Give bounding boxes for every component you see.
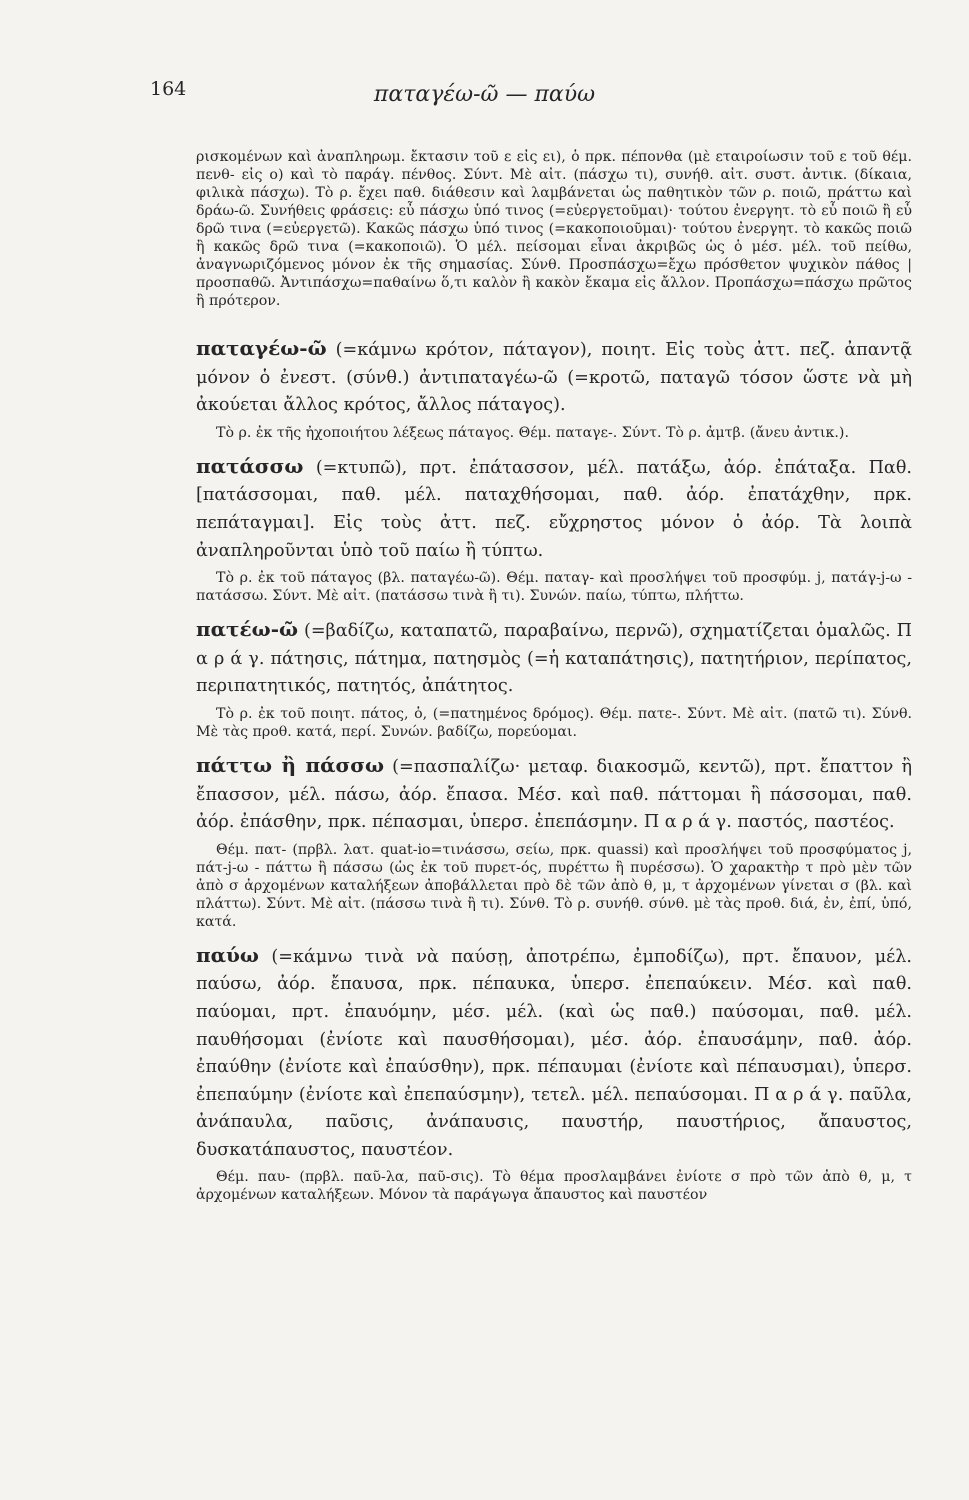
entry-headword: πάττω ἢ πάσσω xyxy=(196,752,385,777)
dictionary-entry xyxy=(196,752,912,931)
page-body xyxy=(196,148,912,1204)
entry-definition-text: (=κάμνω κρότον, πάταγον), ποιητ. Εἰς τοὺς ἀττ. πεζ. ἀπαντᾷ μόνον ὁ ἐνεστ. (σύνθ.) ἀντιπαταγέω-ῶ (=κροτῶ, παταγῶ τόσον ὥστε νὰ μὴ ἀκούεται ἄλλος κρότος, ἄλλος πάταγος). xyxy=(196,340,912,416)
continuation-paragraph: ρισκομένων καὶ ἀναπληρωμ. ἔκτασιν τοῦ ε εἰς ει), ὁ πρκ. πέπονθα (μὲ εταιροίωσιν τοῦ ε τοῦ θέμ. πενθ- εἰς ο) καὶ τὸ παράγ. πένθος. Σύντ. Μὲ αἰτ. (πάσχω τι), συνήθ. αἰτ. συστ. ἀντικ. (δίκαια, φιλικὰ πάσχω). Τὸ ρ. ἔχει παθ. διάθεσιν καὶ λαμβάνεται ὡς παθητικὸν τῶν ρ. ποιῶ, πράττω καὶ δράω-ῶ. Συνήθεις φράσεις: εὖ πάσχω ὑπό τινος (=εὐεργετοῦμαι)· τούτου ἐνεργητ. τὸ εὖ ποιῶ ἢ εὖ δρῶ τινα (=εὐεργετῶ). Κακῶς πάσχω ὑπό τινος (=κακοποιοῦμαι)· τούτου ἐνεργητ. τὸ κακῶς ποιῶ ἢ κακῶς δρῶ τινα (=κακοποιῶ). Ὁ μέλ. πείσομαι εἶναι ἀκριβῶς ὡς ὁ μέσ. μέλ. τοῦ πείθω, ἀναγνωριζόμενος μόνον ἐκ τῆς σημασίας. Σύνθ. Προσπάσχω=ἔχω πρόσθετον ψυχικὸν πάθος | προσπαθῶ. Ἀντιπάσχω=παθαίνω ὅ,τι καλὸν ἢ κακὸν ἔκαμα εἰς ἄλλον. Προπάσχω=πάσχω πρῶτος ἢ πρότερον. xyxy=(196,149,912,309)
entry-definition-text: (=πασπαλίζω· μεταφ. διακοσμῶ, κεντῶ), πρτ. ἔπαττον ἢ ἔπασσον, μέλ. πάσω, ἀόρ. ἔπασα. Μέσ. καὶ παθ. πάττομαι ἢ πάσσομαι, παθ. ἀόρ. ἐπάσθην, πρκ. πέπασμαι, ὑπερσ. ἐπεπάσμην. Π α ρ ά γ. παστός, παστέος. xyxy=(196,756,912,833)
entry-definition-text: (=βαδίζω, καταπατῶ, παραβαίνω, περνῶ), σχηματίζεται ὁμαλῶς. Π α ρ ά γ. πάτησις, πάτημα, πατησμὸς (=ἡ καταπάτησις), πατητήριον, περίπατος, περιπατητικός, πατητός, ἀπάτητος. xyxy=(196,621,912,697)
entry-headword: πατέω-ῶ xyxy=(196,617,299,642)
dictionary-entry xyxy=(196,942,912,1205)
entry-note: Θέμ. παυ- (πρβλ. παῦ-λα, παῦ-σις). Τὸ θέμα προσλαμβάνει ἐνίοτε σ πρὸ τῶν ἀπὸ θ, μ, τ ἀρχομένων καταλήξεων. Μόνον τὰ παράγωγα ἄπαυστος καὶ παυστέον xyxy=(196,1169,912,1204)
page-number: 164 xyxy=(150,78,187,100)
entry-note: Θέμ. πατ- (πρβλ. λατ. quat-io=τινάσσω, σείω, πρκ. quassi) καὶ προσλήψει τοῦ προσφύματος j, πάτ-j-ω - πάττω ἢ πάσσω (ὡς ἐκ τοῦ πυρετ-ός, πυρέττω ἢ πυρέσσω). Ὁ χαρακτὴρ τ πρὸ μὲν τῶν ἀπὸ σ ἀρχομένων καταλήξεων ἀποβάλλεται πρὸ δὲ τῶν ἀπὸ θ, μ, τ ἀρχομένων γίνεται σ (βλ. καὶ πλάττω). Σύντ. Μὲ αἰτ. (πάσσω τινὰ ἢ τι). Σύνθ. Τὸ ρ. συνήθ. σύνθ. μὲ τὰς προθ. διά, ἐν, ἐπί, ὑπό, κατά. xyxy=(196,841,912,930)
dictionary-entry xyxy=(196,453,912,605)
entry-headword: παταγέω-ῶ xyxy=(196,336,327,360)
entry-definition xyxy=(196,616,912,701)
entry-definition xyxy=(196,752,912,837)
entry-note: Τὸ ρ. ἐκ τοῦ ποιητ. πάτος, ὁ, (=πατημένος δρόμος). Θέμ. πατε-. Σύντ. Μὲ αἰτ. (πατῶ τι). Σύνθ. Μὲ τὰς προθ. κατά, περί. Συνών. βαδίζω, πορεύομαι. xyxy=(196,705,912,740)
entry-definition xyxy=(196,453,912,565)
entry-note: Τὸ ρ. ἐκ τοῦ πάταγος (βλ. παταγέω-ῶ). Θέμ. παταγ- καὶ προσλήψει τοῦ προσφύμ. j, πατάγ-j-ω - πατάσσω. Σύντ. Μὲ αἰτ. (πατάσσω τινὰ ἢ τι). Συνών. παίω, τύπτω, πλήττω. xyxy=(196,570,912,605)
running-head: παταγέω-ῶ — παύω xyxy=(373,82,596,107)
page-header xyxy=(0,72,969,112)
entry-definition-text: (=κάμνω τινὰ νὰ παύσῃ, ἀποτρέπω, ἐμποδίζω), πρτ. ἔπαυον, μέλ. παύσω, ἀόρ. ἔπαυσα, πρκ. πέπαυκα, ὑπερσ. ἐπεπαύκειν. Μέσ. καὶ παθ. παύομαι, πρτ. ἐπαυόμην, μέσ. μέλ. (καὶ ὡς παθ.) παύσομαι, παθ. μέλ. παυθήσομαι (ἐνίοτε καὶ παυσθήσομαι), μέσ. ἀόρ. ἐπαυσάμην, παθ. ἀόρ. ἐπαύθην (ἐνίοτε καὶ ἐπαύσθην), πρκ. πέπαυμαι (ἐνίοτε καὶ πέπαυσμαι), ὑπερσ. ἐπεπαύμην (ἐνίοτε καὶ ἐπεπαύσμην), τετελ. μέλ. πεπαύσομαι. Π α ρ ά γ. παῦλα, ἀνάπαυλα, παῦσις, ἀνάπαυσις, παυστήρ, παυστήριος, ἄπαυστος, δυσκατάπαυστος, παυστέον. xyxy=(196,946,913,1160)
dictionary-entry xyxy=(196,335,912,442)
entry-definition-text: (=κτυπῶ), πρτ. ἐπάτασσον, μέλ. πατάξω, ἀόρ. ἐπάταξα. Παθ. [πατάσσομαι, παθ. μέλ. παταχθήσομαι, παθ. ἀόρ. ἐπατάχθην, πρκ. πεπάταγμαι]. Εἰς τοὺς ἀττ. πεζ. εὔχρηστος μόνον ὁ ἀόρ. Τὰ λοιπὰ ἀναπληροῦνται ὑπὸ τοῦ παίω ἢ τύπτω. xyxy=(196,457,912,561)
entry-headword: πατάσσω xyxy=(196,453,304,478)
dictionary-entry xyxy=(196,616,912,741)
entry-note: Τὸ ρ. ἐκ τῆς ἠχοποιήτου λέξεως πάταγος. Θέμ. παταγε-. Σύντ. Τὸ ρ. ἀμτβ. (ἄνευ ἀντικ.). xyxy=(216,424,849,441)
entry-definition xyxy=(196,942,912,1165)
entry-definition xyxy=(196,335,912,420)
entry-headword: παύω xyxy=(196,942,259,967)
